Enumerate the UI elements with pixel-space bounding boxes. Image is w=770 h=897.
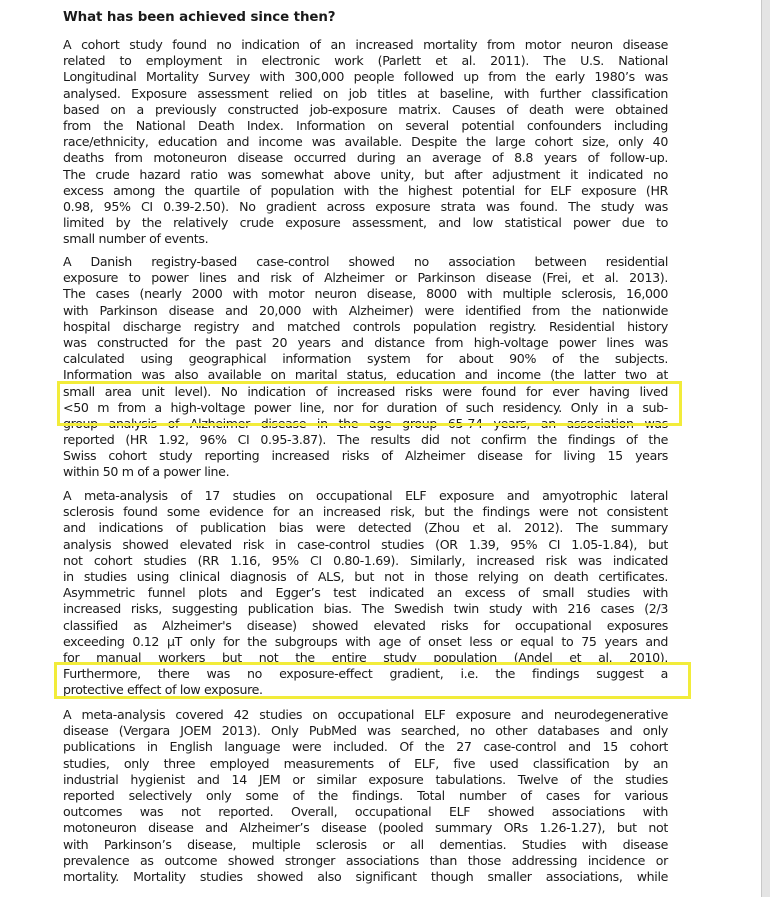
text-line: group analysis of Alzheimer disease in the age group 65-74 years, an association was — [63, 415, 668, 431]
text-line: small area unit level). No indication of increased risks were found for ever having lived — [63, 383, 668, 399]
paragraph-meta-analysis-neurodegenerative — [63, 707, 668, 885]
text-line: hospital discharge registry and matched controls population registry. Residential history — [63, 318, 668, 334]
text-line: calculated using geographical information system for about 90% of the subjects. — [63, 351, 668, 367]
text-line: and indications of publication bias were detected (Zhou et al. 2012). The summary — [63, 520, 668, 536]
text-line: Longitudinal Mortality Survey with 300,000 people followed up from the early 1980’s was — [63, 69, 668, 85]
text-line: exceeding 0.12 µT only for the subgroups with age of onset less or equal to 75 years and — [63, 633, 668, 649]
text-line: within 50 m of a power line. — [63, 464, 230, 480]
text-line: publications in English language were included. Of the 27 case-control and 15 cohort — [63, 739, 668, 755]
text-line: analysed. Exposure assessment relied on job titles at baseline, with further classification — [63, 85, 668, 101]
text-line: A cohort study found no indication of an increased mortality from motor neuron disease — [63, 37, 668, 52]
text-line: Asymmetric funnel plots and Egger’s test indicated an excess of small studies with — [63, 585, 668, 601]
clipped-previous-line — [63, 0, 213, 3]
text-line: 0.98, 95% CI 0.39-2.50). No gradient across exposure strata was found. The study was — [63, 198, 668, 214]
text-line: motoneuron disease and Alzheimer’s disease (pooled summary ORs 1.26-1.27), but not — [63, 820, 668, 836]
text-line: outcomes was not reported. Overall, occupational ELF showed associations with — [63, 804, 668, 820]
text-line: analysis showed elevated risk in case-control studies (OR 1.39, 95% CI 1.05-1.84), but — [63, 536, 668, 552]
text-line: from the National Death Index. Information on several potential confounders including — [63, 117, 668, 133]
text-line: reported (HR 1.92, 96% CI 0.95-3.87). The results did not confirm the findings of the — [63, 432, 668, 448]
text-line: Furthermore, there was no exposure-effect gradient, i.e. the findings suggest a — [63, 666, 668, 682]
text-line: disease (Vergara JOEM 2013). Only PubMed was searched, no other databases and only — [63, 723, 668, 739]
text-line: with Parkinson disease and 20,000 with Alzheimer) were identified from the nationwide — [63, 302, 668, 318]
text-line: for manual workers but not the entire study population (Andel et al. 2010). — [63, 649, 668, 665]
text-line: A meta-analysis covered 42 studies on occupational ELF exposure and neurodegenerative — [63, 707, 668, 722]
text-line: race/ethnicity, education and income was available. Despite the large cohort size, only 40 — [63, 134, 668, 150]
text-line: exposure to power lines and risk of Alzheimer or Parkinson disease (Frei, et al. 2013). — [63, 270, 668, 286]
text-line: increased risks, suggesting publication bias. The Swedish twin study with 216 cases (2/3 — [63, 601, 668, 617]
text-line: The cases (nearly 2000 with motor neuron disease, 8000 with multiple sclerosis, 16,000 — [63, 286, 668, 302]
text-line: The crude hazard ratio was somewhat above unity, but after adjustment it indicated no — [63, 166, 668, 182]
text-line: prevalence as outcome showed stronger associations than those addressing incidence or — [63, 852, 668, 868]
text-line: not cohort studies (RR 1.16, 95% CI 0.80-1.69). Similarly, increased risk was indicated — [63, 552, 668, 568]
text-line: small number of events. — [63, 231, 209, 247]
text-line: protective effect of low exposure. — [63, 682, 263, 698]
text-line: in studies using clinical diagnosis of ALS, but not in those relying on death certificates. — [63, 568, 668, 584]
paragraph-danish-registry — [63, 254, 668, 481]
page-edge-border — [761, 0, 770, 897]
text-line: classified as Alzheimer's disease) showed elevated risks for occupational exposures — [63, 617, 668, 633]
text-line: A meta-analysis of 17 studies on occupational ELF exposure and amyotrophic lateral — [63, 488, 668, 503]
text-line: with Parkinson’s disease, multiple sclerosis or all dementias. Studies with disease — [63, 836, 668, 852]
text-line: sclerosis found some evidence for an increased risk, but the findings were not consistent — [63, 504, 668, 520]
paragraph-meta-analysis-als — [63, 488, 668, 698]
section-heading: What has been achieved since then? — [63, 10, 336, 25]
text-line: related to employment in electronic work (Parlett et al. 2011). The U.S. National — [63, 53, 668, 69]
text-line: A Danish registry-based case-control showed no association between residential — [63, 254, 668, 269]
text-line: Information was also available on marital status, education and income (the latter two at — [63, 367, 668, 383]
text-line: <50 m from a high-voltage power line, nor for duration of such residency. Only in a sub- — [63, 399, 668, 415]
text-line: was constructed for the past 20 years and distance from high-voltage power lines was — [63, 334, 668, 350]
text-line: studies, only three employed measurements of ELF, five used classification by an — [63, 755, 668, 771]
text-line: mortality. Mortality studies showed also significant though smaller associations, while — [63, 868, 668, 884]
text-line: industrial hygienist and 14 JEM or similar exposure tabulations. Twelve of the studies — [63, 771, 668, 787]
text-line: limited by the relatively crude exposure assessment, and low statistical power due to — [63, 215, 668, 231]
text-line: Swiss cohort study reporting increased risks of Alzheimer disease for living 15 years — [63, 448, 668, 464]
text-line: based on a previously constructed job-exposure matrix. Causes of death were obtained — [63, 101, 668, 117]
text-line: reported selectively only some of the findings. Total number of cases for various — [63, 787, 668, 803]
text-line: deaths from motoneuron disease occurred during an average of 8.8 years of follow-up. — [63, 150, 668, 166]
paragraph-cohort-study — [63, 37, 668, 247]
text-line: excess among the quartile of population with the highest potential for ELF exposure (HR — [63, 182, 668, 198]
